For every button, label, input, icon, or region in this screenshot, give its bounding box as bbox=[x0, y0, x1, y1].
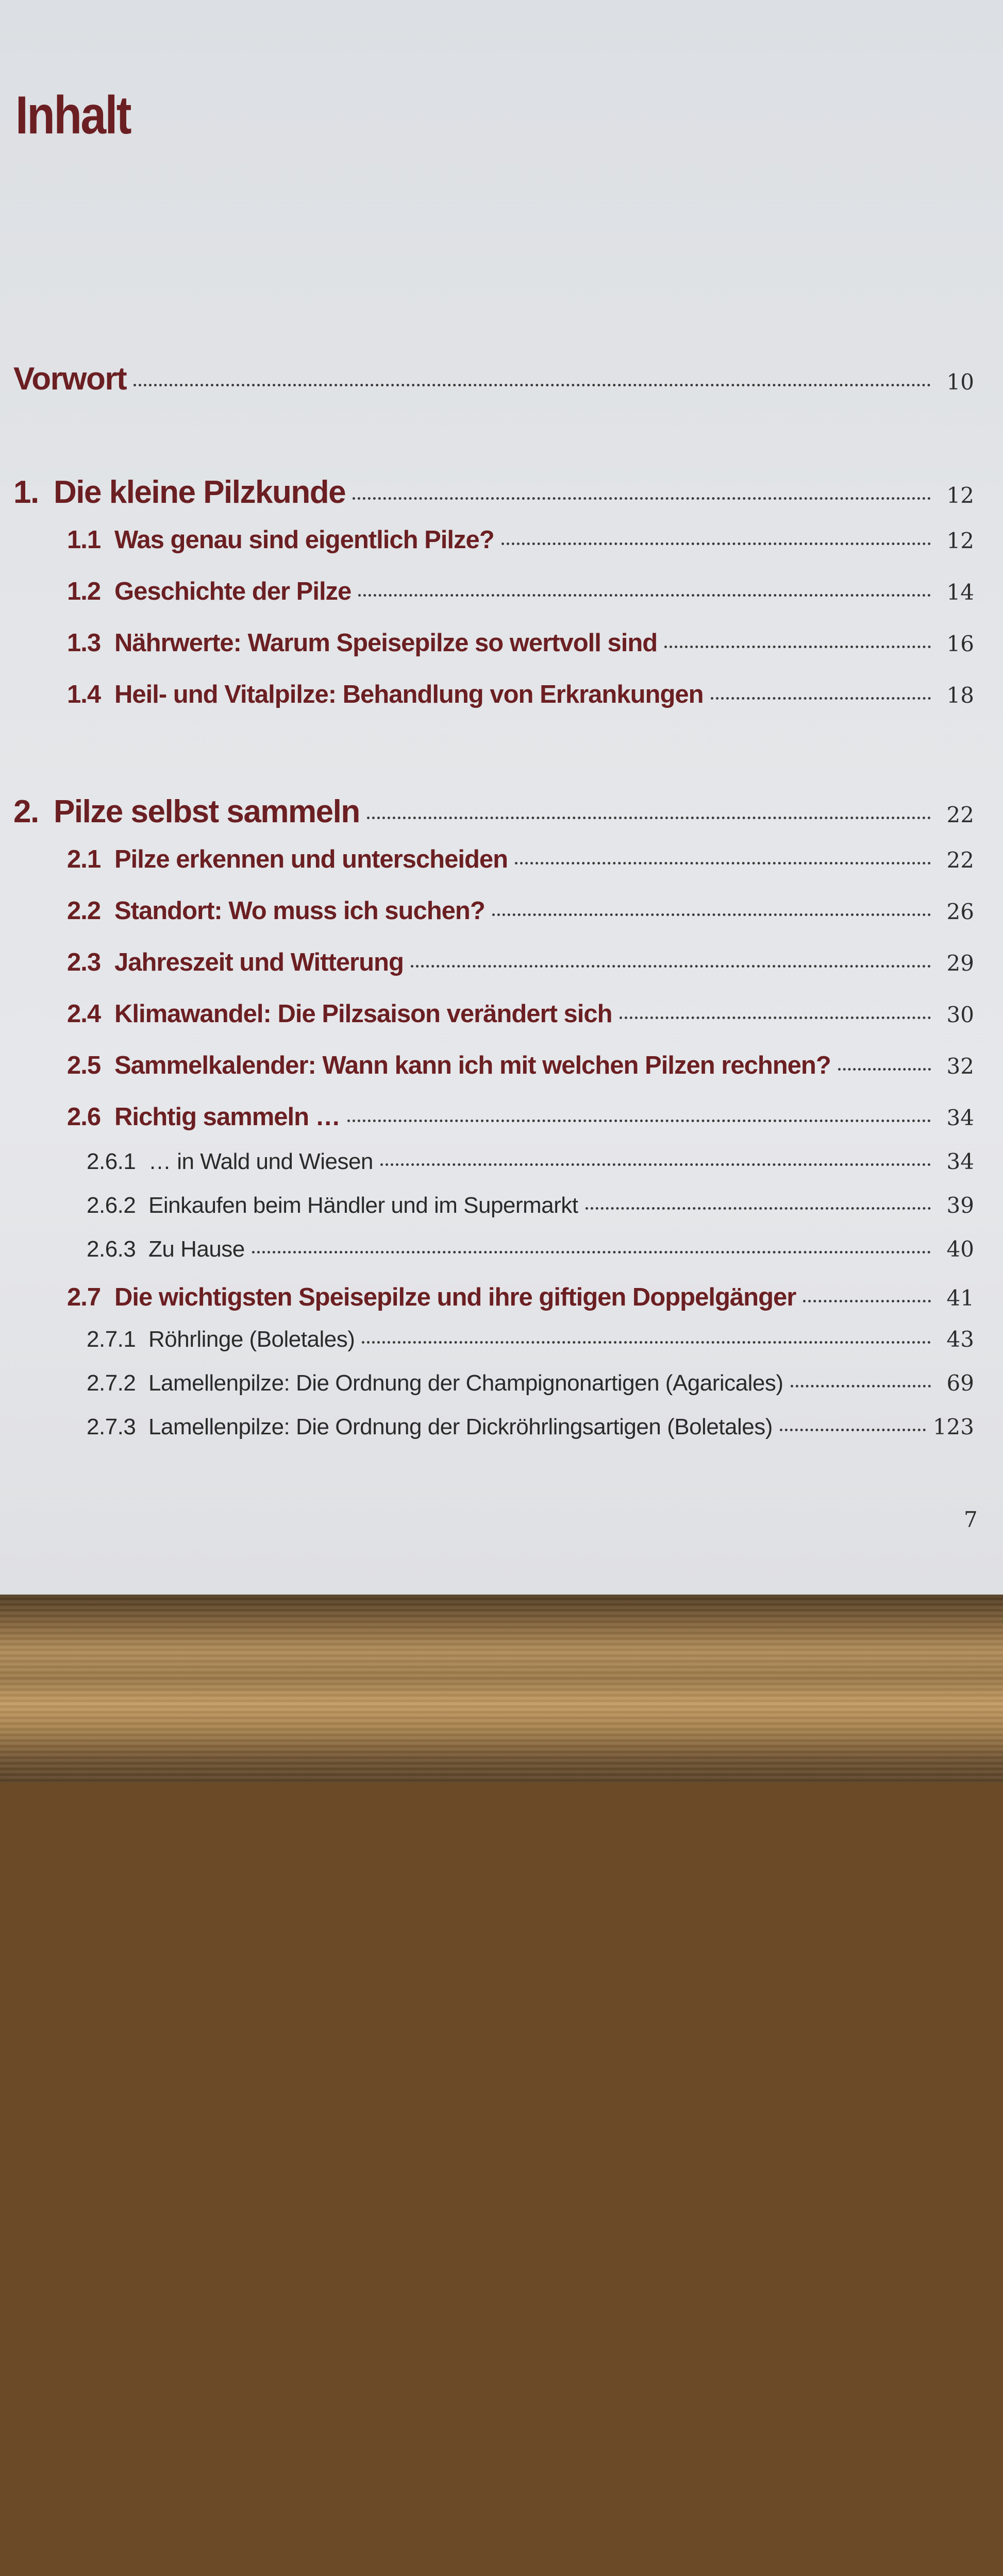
toc-entry-text: Jahreszeit und Witterung bbox=[114, 948, 404, 976]
toc-entry bbox=[67, 577, 974, 618]
toc-entry-number: 2.7.1 bbox=[87, 1327, 136, 1352]
dot-leader bbox=[347, 1120, 931, 1122]
toc-entry-page: 69 bbox=[946, 1370, 974, 1396]
page-number: 7 bbox=[964, 1507, 978, 1532]
toc-entry bbox=[67, 999, 974, 1041]
toc-entry-text: Vorwort bbox=[13, 361, 127, 397]
toc-entry-page: 123 bbox=[932, 1414, 974, 1439]
toc-entry-number: 2.4 bbox=[67, 1000, 101, 1028]
toc-entry bbox=[13, 474, 974, 515]
dot-leader bbox=[803, 1300, 931, 1302]
toc-entry bbox=[67, 1103, 974, 1144]
toc-entry-title bbox=[67, 680, 704, 709]
toc-entry bbox=[13, 793, 974, 835]
toc-entry bbox=[87, 1193, 974, 1234]
toc-entry bbox=[67, 948, 974, 989]
toc-entry-number: 2.7 bbox=[67, 1283, 101, 1311]
toc-entry-number: 2.5 bbox=[67, 1052, 101, 1079]
toc-entry bbox=[87, 1236, 974, 1278]
dot-leader bbox=[586, 1207, 931, 1210]
toc-entry-number: 2.7.2 bbox=[87, 1370, 136, 1396]
toc-entry bbox=[67, 1051, 974, 1092]
page-title: Inhalt bbox=[15, 86, 131, 145]
toc-entry-title bbox=[87, 1193, 578, 1218]
toc-entry-title bbox=[67, 577, 351, 606]
toc-entry-title bbox=[67, 845, 508, 874]
toc-entry-title bbox=[87, 1327, 355, 1352]
toc-entry-number: 1.4 bbox=[67, 681, 101, 708]
toc-entry-number: 2.3 bbox=[67, 948, 101, 976]
toc-entry-page: 22 bbox=[946, 802, 974, 827]
toc-entry-number: 2.6 bbox=[67, 1103, 101, 1131]
toc-entry-page: 34 bbox=[946, 1149, 974, 1174]
toc-entry-number: 1.2 bbox=[67, 578, 101, 605]
toc-entry-page: 30 bbox=[946, 1002, 974, 1027]
toc-entry bbox=[67, 845, 974, 886]
toc-entry-page: 43 bbox=[946, 1327, 974, 1352]
dot-leader bbox=[791, 1385, 931, 1387]
toc-entry-page: 41 bbox=[946, 1285, 974, 1311]
toc-entry-text: Sammelkalender: Wann kann ich mit welchen Pilzen rechnen? bbox=[114, 1052, 831, 1079]
toc-entry-page: 18 bbox=[946, 683, 974, 708]
toc-entry-text: Einkaufen beim Händler und im Supermarkt bbox=[148, 1193, 578, 1218]
toc-entry-text: Lamellenpilze: Die Ordnung der Champignonartigen (Agaricales) bbox=[148, 1370, 783, 1396]
toc-entry bbox=[13, 361, 974, 402]
toc-entry-number: 1. bbox=[13, 474, 39, 510]
toc-entry-text: Pilze erkennen und unterscheiden bbox=[114, 845, 508, 873]
toc-entry-number: 2.1 bbox=[67, 845, 101, 873]
toc-entry-number: 2.6.1 bbox=[87, 1149, 136, 1174]
dot-leader bbox=[838, 1068, 931, 1071]
toc-entry-title bbox=[67, 999, 612, 1028]
dot-leader bbox=[620, 1016, 931, 1019]
toc-entry bbox=[87, 1149, 974, 1190]
toc-entry-number: 2.6.3 bbox=[87, 1236, 136, 1262]
toc-entry bbox=[67, 1283, 974, 1324]
toc-entry-number: 1.1 bbox=[67, 526, 101, 554]
toc-entry-text: Pilze selbst sammeln bbox=[54, 794, 360, 829]
toc-entry-title bbox=[67, 896, 485, 925]
dot-leader bbox=[362, 1341, 931, 1344]
toc-entry-text: Heil- und Vitalpilze: Behandlung von Erkrankungen bbox=[114, 681, 704, 708]
toc-entry-number: 2.7.3 bbox=[87, 1414, 136, 1439]
toc-entry bbox=[87, 1327, 974, 1368]
toc-entry-page: 12 bbox=[946, 483, 974, 508]
toc-entry-title bbox=[67, 1283, 796, 1312]
toc-entry-text: … in Wald und Wiesen bbox=[148, 1149, 373, 1174]
toc-entry-title bbox=[67, 629, 657, 657]
wooden-surface bbox=[0, 1595, 1003, 1783]
toc-entry bbox=[67, 526, 974, 567]
toc-entry bbox=[67, 629, 974, 670]
dot-leader bbox=[358, 594, 931, 597]
toc-entry bbox=[87, 1370, 974, 1412]
toc-entry-title bbox=[67, 1051, 831, 1080]
toc-entry-title bbox=[87, 1236, 245, 1262]
toc-entry-page: 14 bbox=[946, 580, 974, 605]
toc-entry-page: 39 bbox=[946, 1193, 974, 1218]
dot-leader bbox=[353, 497, 931, 500]
toc-entry-number: 1.3 bbox=[67, 629, 101, 657]
dot-leader bbox=[380, 1163, 931, 1166]
toc-entry-text: Die kleine Pilzkunde bbox=[54, 474, 346, 510]
toc-entry-text: Die wichtigsten Speisepilze und ihre giftigen Doppelgänger bbox=[114, 1283, 796, 1311]
toc-entry-title bbox=[87, 1414, 773, 1440]
toc-entry-text: Lamellenpilze: Die Ordnung der Dickröhrlingsartigen (Boletales) bbox=[148, 1414, 773, 1439]
toc-entry bbox=[67, 896, 974, 938]
toc-entry-number: 2.6.2 bbox=[87, 1193, 136, 1218]
toc-entry-text: Richtig sammeln … bbox=[114, 1103, 340, 1131]
toc-entry-title bbox=[67, 948, 404, 977]
toc-entry-number: 2.2 bbox=[67, 897, 101, 925]
toc-entry-title bbox=[67, 1103, 340, 1131]
toc-entry-page: 34 bbox=[946, 1105, 974, 1130]
toc-entry-page: 26 bbox=[946, 899, 974, 924]
toc-entry-title bbox=[13, 793, 360, 830]
toc-entry-title bbox=[67, 526, 494, 554]
dot-leader bbox=[252, 1251, 931, 1253]
toc-entry-page: 40 bbox=[946, 1236, 974, 1262]
toc-entry-title bbox=[13, 361, 126, 397]
toc-entry-number: 2. bbox=[13, 794, 39, 829]
toc-entry bbox=[67, 680, 974, 721]
toc-entry-page: 16 bbox=[946, 631, 974, 656]
toc-entry-page: 12 bbox=[946, 528, 974, 553]
toc-entry-page: 29 bbox=[946, 951, 974, 976]
toc-entry-page: 10 bbox=[946, 369, 974, 395]
dot-leader bbox=[411, 965, 931, 968]
toc-entry-text: Röhrlinge (Boletales) bbox=[148, 1327, 355, 1352]
toc-entry-text: Nährwerte: Warum Speisepilze so wertvoll sind bbox=[114, 629, 658, 657]
toc-entry-text: Zu Hause bbox=[148, 1236, 245, 1262]
toc-entry-text: Standort: Wo muss ich suchen? bbox=[114, 897, 485, 925]
dot-leader bbox=[664, 646, 931, 648]
dot-leader bbox=[711, 697, 931, 700]
dot-leader bbox=[133, 384, 931, 386]
toc-entry-title bbox=[13, 474, 345, 511]
toc-entry-text: Geschichte der Pilze bbox=[114, 578, 352, 605]
dot-leader bbox=[780, 1429, 926, 1431]
toc-entry bbox=[87, 1414, 974, 1455]
dot-leader bbox=[367, 817, 931, 819]
toc-entry-text: Klimawandel: Die Pilzsaison verändert sich bbox=[114, 1000, 612, 1028]
dot-leader bbox=[501, 543, 931, 545]
toc-entry-title bbox=[87, 1370, 783, 1396]
toc-entry-title bbox=[87, 1149, 373, 1175]
toc-entry-page: 22 bbox=[946, 848, 974, 873]
toc-entry-text: Was genau sind eigentlich Pilze? bbox=[114, 526, 494, 554]
dot-leader bbox=[515, 862, 931, 865]
dot-leader bbox=[492, 913, 931, 916]
toc-entry-page: 32 bbox=[946, 1054, 974, 1079]
